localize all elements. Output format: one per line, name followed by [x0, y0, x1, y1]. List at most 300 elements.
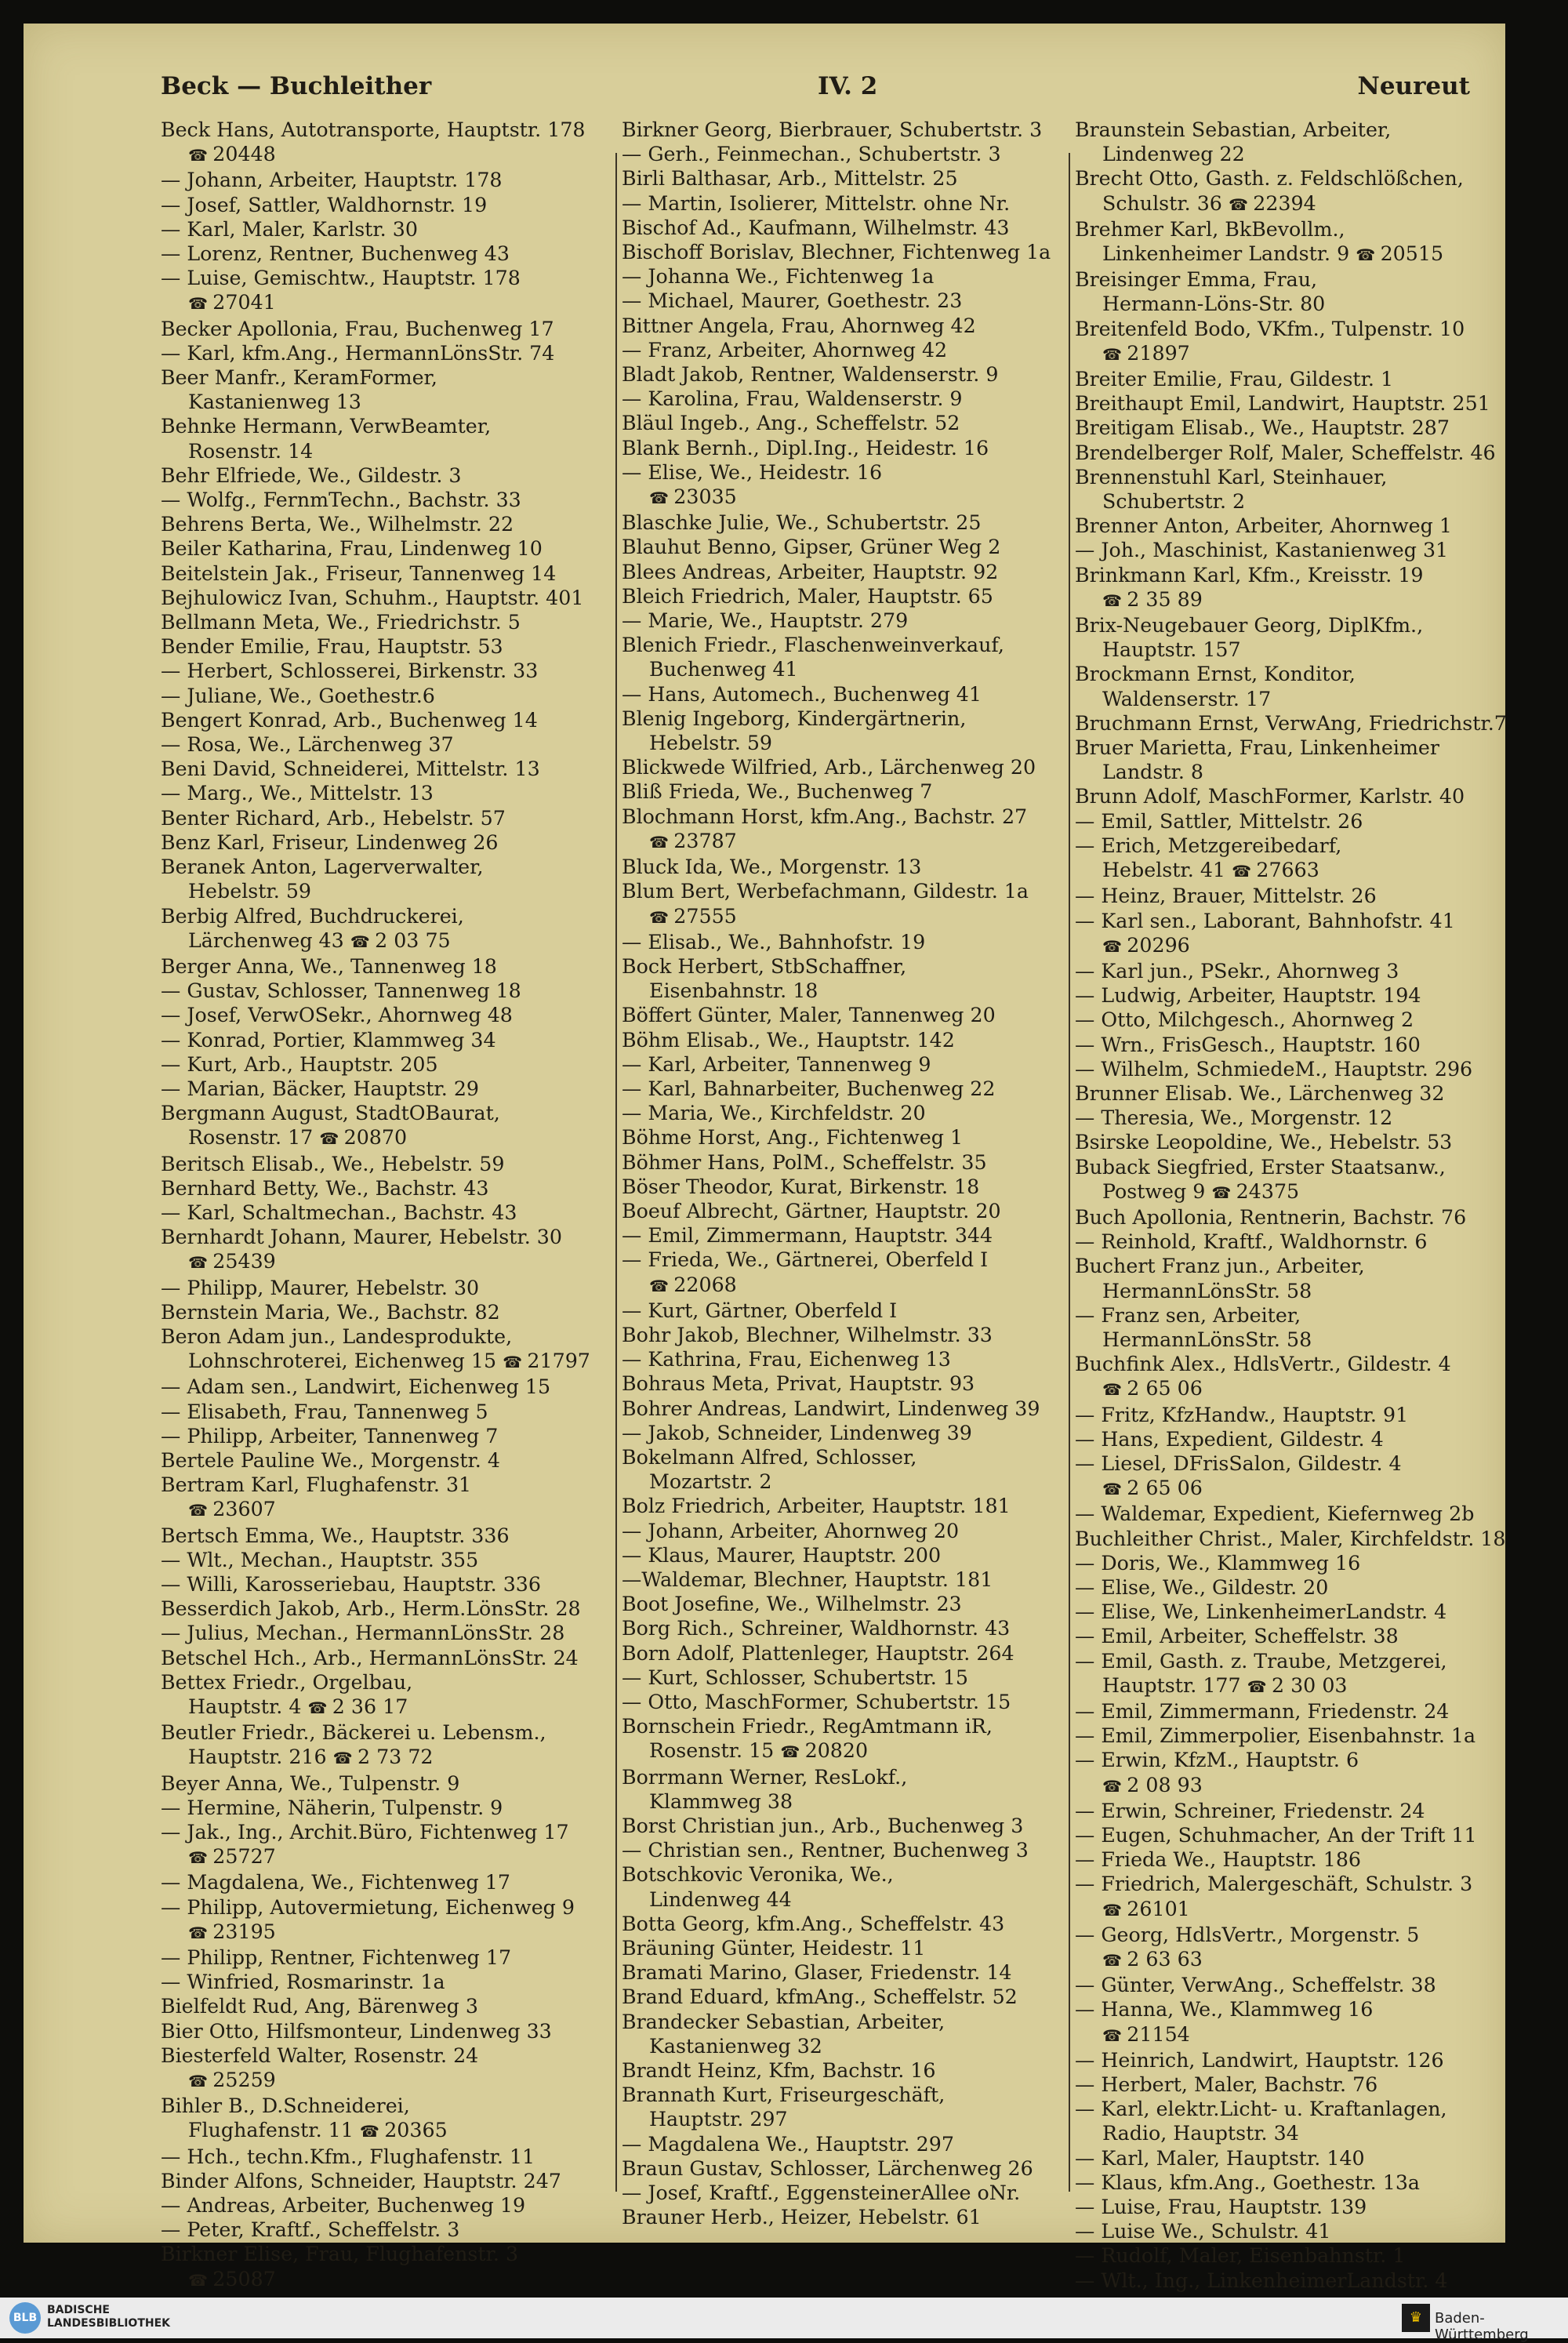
- entry-text: Buch Apollonia, Rentnerin, Bachstr. 76: [1075, 1205, 1467, 1229]
- directory-entry: [622, 633, 1065, 681]
- entry-text: — Emil, Arbeiter, Scheffelstr. 38: [1075, 1625, 1399, 1648]
- directory-entry: [1075, 1254, 1534, 1302]
- directory-entry: [1075, 1205, 1534, 1230]
- entry-address: Hebelstr. 41: [1102, 859, 1226, 882]
- entry-text: — Kurt, Gärtner, Oberfeld I: [622, 1299, 898, 1322]
- directory-entry: [622, 1936, 1065, 1960]
- directory-entry: [161, 1101, 612, 1151]
- directory-entry: [1075, 613, 1534, 662]
- entry-text: Bsirske Leopoldine, We., Hebelstr. 53: [1075, 1131, 1453, 1154]
- entry-text: — Emil, Gasth. z. Traube, Metzgerei,: [1075, 1649, 1447, 1673]
- directory-entry: [1075, 1699, 1534, 1724]
- entry-address: Eisenbahnstr. 18: [649, 979, 818, 1003]
- entry-text: — Michael, Maurer, Goethestr. 23: [622, 289, 963, 313]
- entry-text: Bohrer Andreas, Landwirt, Lindenweg 39: [622, 1397, 1040, 1420]
- entry-text: Blees Andreas, Arbeiter, Hauptstr. 92: [622, 560, 999, 583]
- entry-continuation: [161, 928, 612, 954]
- phone-number: 23787: [673, 829, 737, 852]
- entry-address: Lindenweg 44: [649, 1887, 792, 1911]
- entry-text: —Waldemar, Blechner, Hauptstr. 181: [622, 1567, 993, 1591]
- entry-text: Beitelstein Jak., Friseur, Tannenweg 14: [161, 561, 557, 585]
- entry-text: — Philipp, Autovermietung, Eichenweg 9: [161, 1895, 575, 1919]
- entry-text: Beron Adam jun., Landesprodukte,: [161, 1324, 513, 1348]
- directory-entry: [161, 1524, 612, 1548]
- entry-text: Bihler B., D.Schneiderei,: [161, 2094, 410, 2118]
- entry-text: Bergmann August, StadtOBaurat,: [161, 1102, 500, 1125]
- entry-text: Blochmann Horst, kfm.Ang., Bachstr. 27: [622, 805, 1028, 828]
- entry-text: — Karolina, Frau, Waldenserstr. 9: [622, 387, 963, 411]
- entry-text: — Gustav, Schlosser, Tannenweg 18: [161, 979, 521, 1003]
- entry-text: — Gerh., Feinmechan., Schubertstr. 3: [622, 143, 1001, 166]
- entry-continuation: [1075, 1328, 1534, 1352]
- entry-text: — Elisabeth, Frau, Tannenweg 5: [161, 1400, 488, 1423]
- entry-text: — Franz, Arbeiter, Ahornweg 42: [622, 338, 948, 361]
- directory-entry: [161, 2193, 612, 2218]
- directory-entry: [622, 264, 1065, 289]
- directory-entry: [1075, 736, 1534, 784]
- entry-text: — Karl, elektr.Licht- u. Kraftanlagen,: [1075, 2098, 1447, 2121]
- entry-text: Beck Hans, Autotransporte, Hauptstr. 178: [161, 118, 586, 141]
- directory-entry: [161, 1670, 612, 1720]
- directory-entry: [622, 1299, 1065, 1323]
- entry-continuation: [161, 1745, 612, 1771]
- directory-entry: [622, 387, 1065, 411]
- directory-entry: [161, 2169, 612, 2193]
- directory-entry: [161, 2218, 612, 2242]
- directory-entry: [622, 510, 1065, 535]
- entry-address: HermannLönsStr. 58: [1102, 1328, 1312, 1351]
- directory-entry: [1075, 1575, 1534, 1600]
- entry-text: Bellmann Meta, We., Friedrichstr. 5: [161, 611, 521, 634]
- directory-entry: [161, 781, 612, 805]
- entry-text: Braun Gustav, Schlosser, Lärchenweg 26: [622, 2156, 1033, 2180]
- entry-text: Bluck Ida, We., Morgenstr. 13: [622, 855, 922, 879]
- entry-text: Brunner Elisab. We., Lärchenweg 32: [1075, 1081, 1445, 1105]
- directory-entry: [161, 1796, 612, 1820]
- directory-entry: [1075, 1748, 1534, 1798]
- directory-entry: [1075, 441, 1534, 465]
- directory-entry: [1075, 2219, 1534, 2243]
- phone-number: 22068: [673, 1273, 737, 1296]
- entry-continuation: [622, 485, 1065, 510]
- directory-entry: [622, 1077, 1065, 1101]
- entry-text: — Lorenz, Rentner, Buchenweg 43: [161, 242, 510, 266]
- directory-entry: [622, 314, 1065, 338]
- entry-continuation: [622, 1887, 1065, 1912]
- directory-entry: [622, 1567, 1065, 1592]
- directory-entry: [622, 1371, 1065, 1396]
- entry-text: — Jakob, Schneider, Lindenweg 39: [622, 1421, 972, 1444]
- entry-text: Böhm Elisab., We., Hauptstr. 142: [622, 1028, 955, 1052]
- entry-continuation: [1075, 1897, 1534, 1923]
- phone-icon: ☎: [188, 1923, 213, 1942]
- entry-text: Blank Bernh., Dipl.Ing., Heidestr. 16: [622, 436, 989, 460]
- entry-text: — Marg., We., Mittelstr. 13: [161, 782, 434, 805]
- entry-text: Bettex Friedr., Orgelbau,: [161, 1670, 413, 1694]
- entry-text: Böhmer Hans, PolM., Scheffelstr. 35: [622, 1150, 987, 1174]
- directory-column-1: [161, 118, 612, 2290]
- entry-text: Behr Elfriede, We., Gildestr. 3: [161, 463, 462, 487]
- entry-text: — Elise, We., Gildestr. 20: [1075, 1575, 1329, 1599]
- entry-text: — Erich, Metzgereibedarf,: [1075, 834, 1342, 857]
- phone-number: 21154: [1127, 2022, 1190, 2046]
- header-range: Beck — Buchleither: [161, 72, 432, 100]
- directory-entry: [161, 1621, 612, 1645]
- directory-entry: [1075, 317, 1534, 367]
- entry-address: Lohnschroterei, Eichenweg 15: [188, 1349, 497, 1373]
- entry-text: — Eugen, Schuhmacher, An der Trift 11: [1075, 1824, 1477, 1847]
- phone-icon: ☎: [188, 2270, 213, 2290]
- column-divider: [1069, 153, 1070, 2192]
- entry-address: Hauptstr. 216: [188, 1745, 327, 1769]
- entry-text: Breithaupt Emil, Landwirt, Hauptstr. 251: [1075, 392, 1490, 416]
- directory-entry: [622, 1101, 1065, 1125]
- entry-continuation: [1075, 638, 1534, 662]
- directory-entry: [622, 707, 1065, 755]
- entry-text: Born Adolf, Plattenleger, Hauptstr. 264: [622, 1641, 1014, 1665]
- entry-continuation: [161, 1920, 612, 1945]
- directory-entry: [622, 240, 1065, 264]
- directory-entry: [1075, 1799, 1534, 1823]
- entry-text: Botschkovic Veronika, We.,: [622, 1863, 894, 1887]
- phone-icon: ☎: [1232, 862, 1257, 881]
- entry-text: — Wlt., Mechan., Hauptstr. 355: [161, 1548, 479, 1571]
- directory-entry: [1075, 1451, 1534, 1502]
- directory-entry: [1075, 2243, 1534, 2268]
- directory-entry: [622, 930, 1065, 954]
- directory-entry: [622, 2010, 1065, 2058]
- directory-entry: [161, 1276, 612, 1300]
- entry-text: Buchert Franz jun., Arbeiter,: [1075, 1255, 1365, 1278]
- entry-text: — Marian, Bäcker, Hauptstr. 29: [161, 1077, 480, 1100]
- entry-text: Beiler Katharina, Frau, Lindenweg 10: [161, 537, 543, 561]
- directory-entry: [161, 2043, 612, 2094]
- entry-text: — Johanna We., Fichtenweg 1a: [622, 265, 935, 289]
- phone-icon: ☎: [188, 1848, 213, 1868]
- phone-icon: ☎: [1102, 2025, 1127, 2045]
- entry-text: — Philipp, Maurer, Hebelstr. 30: [161, 1276, 480, 1299]
- entry-text: — Kurt, Arb., Hauptstr. 205: [161, 1052, 438, 1076]
- entry-continuation: [1075, 1376, 1534, 1402]
- directory-entry: [1075, 217, 1534, 267]
- entry-text: Blum Bert, Werbefachmann, Gildestr. 1a: [622, 880, 1029, 903]
- directory-entry: [622, 682, 1065, 707]
- entry-text: — Herbert, Maler, Bachstr. 76: [1075, 2073, 1378, 2097]
- directory-entry: [161, 1597, 612, 1621]
- entry-address: Rosenstr. 15: [649, 1739, 775, 1763]
- directory-entry: [622, 805, 1065, 855]
- directory-entry: [1075, 1057, 1534, 1081]
- directory-entry: [622, 436, 1065, 460]
- entry-text: — Fritz, KfzHandw., Hauptstr. 91: [1075, 1403, 1409, 1426]
- entry-text: — Karl, Maler, Hauptstr. 140: [1075, 2146, 1365, 2170]
- directory-entry: [1075, 1303, 1534, 1352]
- entry-text: Berbig Alfred, Buchdruckerei,: [161, 904, 464, 928]
- entry-text: — Elisab., We., Bahnhofstr. 19: [622, 930, 926, 954]
- entry-continuation: [622, 1738, 1065, 1764]
- entry-text: — Winfried, Rosmarinstr. 1a: [161, 1971, 445, 1994]
- phone-icon: ☎: [1102, 1480, 1127, 1499]
- directory-entry: [622, 1592, 1065, 1616]
- entry-text: Braunstein Sebastian, Arbeiter,: [1075, 118, 1392, 141]
- entry-text: — Herbert, Schlosserei, Birkenstr. 33: [161, 659, 539, 683]
- directory-entry: [161, 954, 612, 979]
- header-section: IV. 2: [818, 72, 878, 100]
- entry-continuation: [1075, 760, 1534, 784]
- entry-text: — Hermine, Näherin, Tulpenstr. 9: [161, 1796, 503, 1819]
- entry-text: — Josef, Sattler, Waldhornstr. 19: [161, 193, 488, 216]
- phone-number: 2 30 03: [1271, 1673, 1348, 1697]
- entry-text: — Karl, Bahnarbeiter, Buchenweg 22: [622, 1077, 996, 1100]
- entry-continuation: [1075, 1773, 1534, 1799]
- entry-continuation: [161, 290, 612, 316]
- directory-entry: [161, 1970, 612, 1994]
- entry-text: Bernstein Maria, We., Bachstr. 82: [161, 1300, 500, 1324]
- entry-address: Postweg 9: [1102, 1179, 1206, 1203]
- directory-entry: [1075, 1230, 1534, 1254]
- directory-entry: [161, 855, 612, 903]
- directory-entry: [622, 1985, 1065, 2009]
- entry-text: Böffert Günter, Maler, Tannenweg 20: [622, 1004, 996, 1027]
- directory-entry: [622, 755, 1065, 779]
- phone-icon: ☎: [649, 489, 674, 508]
- directory-entry: [161, 1003, 612, 1027]
- entry-continuation: [622, 829, 1065, 855]
- phone-icon: ☎: [649, 832, 674, 852]
- entry-text: Biesterfeld Walter, Rosenstr. 24: [161, 2043, 479, 2067]
- entry-continuation: [161, 2118, 612, 2144]
- directory-entry: [1075, 983, 1534, 1008]
- phone-icon: ☎: [188, 1253, 213, 1273]
- entry-address: Waldenserstr. 17: [1102, 687, 1272, 710]
- entry-continuation: [622, 2107, 1065, 2131]
- entry-text: — Hch., techn.Kfm., Flughafenstr. 11: [161, 2145, 535, 2168]
- footer-bar: [0, 2298, 1568, 2343]
- entry-address: Klammweg 38: [649, 1789, 793, 1813]
- phone-number: 25259: [212, 2069, 276, 2092]
- entry-address: Kastanienweg 13: [188, 390, 361, 414]
- blb-name: BADISCHE LANDESBIBLIOTHEK: [47, 2304, 171, 2330]
- entry-text: — Kurt, Schlosser, Schubertstr. 15: [622, 1666, 968, 1689]
- phone-icon: ☎: [1102, 590, 1127, 610]
- phone-number: 23607: [212, 1498, 276, 1521]
- directory-entry: [161, 2145, 612, 2169]
- phone-number: 23195: [212, 1920, 276, 1943]
- directory-entry: [1075, 1847, 1534, 1872]
- entry-text: — Wolfg., FernmTechn., Bachstr. 33: [161, 489, 521, 512]
- directory-entry: [622, 362, 1065, 387]
- entry-text: Bock Herbert, StbSchaffner,: [622, 954, 907, 978]
- directory-entry: [161, 806, 612, 830]
- entry-continuation: [161, 1844, 612, 1870]
- directory-entry: [622, 1175, 1065, 1199]
- entry-text: — Frieda, We., Gärtnerei, Oberfeld I: [622, 1248, 989, 1272]
- phone-number: 2 08 93: [1127, 1773, 1203, 1796]
- directory-entry: [1075, 1823, 1534, 1847]
- entry-address: HermannLönsStr. 58: [1102, 1279, 1312, 1302]
- directory-entry: [622, 1347, 1065, 1371]
- directory-entry: [161, 365, 612, 414]
- directory-entry: [161, 1720, 612, 1771]
- entry-text: Beni David, Schneiderei, Mittelstr. 13: [161, 757, 540, 781]
- directory-entry: [1075, 2097, 1534, 2145]
- entry-text: — Johann, Arbeiter, Ahornweg 20: [622, 1519, 960, 1542]
- directory-entry: [622, 1641, 1065, 1666]
- phone-icon: ☎: [1356, 245, 1381, 265]
- directory-entry: [161, 610, 612, 634]
- entry-text: — Marie, We., Hauptstr. 279: [622, 609, 909, 633]
- directory-entry: [622, 608, 1065, 633]
- directory-entry: [1075, 367, 1534, 391]
- entry-text: — Magdalena, We., Fichtenweg 17: [161, 1871, 510, 1894]
- directory-entry: [1075, 1973, 1534, 1997]
- directory-entry: [622, 1003, 1065, 1027]
- directory-entry: [161, 1994, 612, 2018]
- entry-text: Bohr Jakob, Blechner, Wilhelmstr. 33: [622, 1323, 993, 1346]
- entry-text: Boeuf Albrecht, Gärtner, Hauptstr. 20: [622, 1199, 1001, 1222]
- directory-entry: [161, 1201, 612, 1225]
- directory-entry: [622, 535, 1065, 559]
- entry-text: Benz Karl, Friseur, Lindenweg 26: [161, 830, 499, 854]
- entry-text: Bengert Konrad, Arb., Buchenweg 14: [161, 708, 538, 732]
- entry-text: — Otto, Milchgesch., Ahornweg 2: [1075, 1008, 1414, 1032]
- entry-text: — Emil, Zimmermann, Hauptstr. 344: [622, 1224, 993, 1248]
- phone-number: 27041: [212, 291, 276, 314]
- directory-entry: [1075, 1923, 1534, 1973]
- directory-entry: [1075, 2146, 1534, 2170]
- directory-entry: [161, 634, 612, 659]
- entry-address: Radio, Hauptstr. 34: [1102, 2122, 1299, 2145]
- phone-icon: ☎: [1102, 936, 1127, 956]
- directory-entry: [1075, 1527, 1534, 1551]
- entry-text: — Frieda We., Hauptstr. 186: [1075, 1848, 1362, 1872]
- entry-text: — Willi, Karosseriebau, Hauptstr. 336: [161, 1572, 542, 1596]
- directory-entry: [1075, 809, 1534, 834]
- directory-entry: [161, 1820, 612, 1870]
- entry-text: Birli Balthasar, Arb., Mittelstr. 25: [622, 167, 958, 191]
- phone-number: 2 36 17: [332, 1695, 408, 1718]
- directory-entry: [622, 166, 1065, 191]
- directory-entry: [161, 1152, 612, 1176]
- directory-entry: [1075, 1403, 1534, 1427]
- phone-number: 2 73 72: [357, 1745, 434, 1769]
- entry-text: Brix-Neugebauer Georg, DiplKfm.,: [1075, 614, 1424, 638]
- entry-text: — Josef, VerwOSekr., Ahornweg 48: [161, 1004, 513, 1027]
- phone-number: 2 65 06: [1127, 1477, 1203, 1500]
- phone-icon: ☎: [319, 1129, 344, 1149]
- entry-text: — Hans, Automech., Buchenweg 41: [622, 682, 982, 706]
- entry-text: Brinkmann Karl, Kfm., Kreisstr. 19: [1075, 563, 1424, 587]
- entry-text: Bier Otto, Hilfsmonteur, Lindenweg 33: [161, 2019, 552, 2043]
- entry-text: Blenig Ingeborg, Kindergärtnerin,: [622, 707, 967, 730]
- directory-entry: [1075, 166, 1534, 216]
- phone-number: 2 65 06: [1127, 1377, 1203, 1400]
- entry-text: Blauhut Benno, Gipser, Grüner Weg 2: [622, 536, 1001, 559]
- entry-text: Birkner Elise, Frau, Flughafenstr. 3: [161, 2243, 519, 2266]
- phone-icon: ☎: [1211, 1182, 1236, 1202]
- phone-number: 2 35 89: [1127, 587, 1203, 611]
- directory-entry: [1075, 784, 1534, 808]
- phone-number: 27555: [673, 904, 737, 928]
- directory-entry: [622, 779, 1065, 804]
- entry-text: — Luise, Gemischtw., Hauptstr. 178: [161, 267, 521, 290]
- phone-number: 21897: [1127, 341, 1190, 365]
- directory-entry: [161, 317, 612, 341]
- column-divider: [615, 153, 617, 2192]
- entry-text: Blenich Friedr., Flaschenweinverkauf,: [622, 634, 1004, 657]
- entry-text: — Christian sen., Rentner, Buchenweg 3: [622, 1839, 1029, 1862]
- directory-column-3: [1075, 118, 1534, 2292]
- entry-text: Beutler Friedr., Bäckerei u. Lebensm.,: [161, 1721, 546, 1745]
- directory-entry: [622, 1838, 1065, 1862]
- directory-entry: [622, 560, 1065, 584]
- entry-address: Rosenstr. 17: [188, 1126, 314, 1150]
- directory-entry: [622, 584, 1065, 608]
- entry-text: — Elise, We., Heidestr. 16: [622, 460, 883, 484]
- directory-entry: [161, 2019, 612, 2043]
- directory-entry: [161, 830, 612, 855]
- directory-entry: [161, 1548, 612, 1572]
- directory-entry: [161, 414, 612, 463]
- entry-text: Brennenstuhl Karl, Steinhauer,: [1075, 465, 1388, 489]
- directory-entry: [161, 684, 612, 708]
- entry-address: Rosenstr. 14: [188, 439, 314, 463]
- directory-entry: [622, 338, 1065, 362]
- entry-text: Bleich Friedrich, Maler, Hauptstr. 65: [622, 584, 993, 608]
- entry-text: Brandecker Sebastian, Arbeiter,: [622, 2010, 946, 2033]
- entry-text: Bliß Frieda, We., Buchenweg 7: [622, 780, 933, 804]
- entry-text: Brand Eduard, kfmAng., Scheffelstr. 52: [622, 1985, 1018, 2009]
- phone-number: 21797: [527, 1349, 590, 1373]
- entry-text: Breisinger Emma, Frau,: [1075, 268, 1318, 292]
- directory-entry: [161, 1870, 612, 1894]
- directory-entry: [622, 2205, 1065, 2229]
- phone-icon: ☎: [649, 907, 674, 927]
- directory-entry: [161, 757, 612, 781]
- directory-entry: [161, 266, 612, 316]
- entry-text: Brendelberger Rolf, Maler, Scheffelstr. 46: [1075, 441, 1496, 464]
- entry-continuation: [1075, 191, 1534, 217]
- directory-entry: [1075, 2170, 1534, 2195]
- entry-continuation: [1075, 242, 1534, 267]
- entry-continuation: [622, 731, 1065, 755]
- directory-entry: [1075, 1502, 1534, 1526]
- directory-entry: [622, 1199, 1065, 1223]
- entry-text: — Wilhelm, SchmiedeM., Hauptstr. 296: [1075, 1057, 1473, 1081]
- phone-number: 27663: [1256, 859, 1319, 882]
- directory-entry: [161, 1300, 612, 1324]
- directory-entry: [1075, 1724, 1534, 1748]
- phone-number: 23035: [673, 485, 737, 509]
- entry-text: — Magdalena We., Hauptstr. 297: [622, 2132, 954, 2156]
- directory-entry: [161, 2242, 612, 2292]
- entry-text: Buchleither Christ., Maler, Kirchfeldstr. 18: [1075, 1527, 1506, 1550]
- entry-continuation: [1075, 587, 1534, 613]
- entry-text: — Konrad, Portier, Klammweg 34: [161, 1028, 496, 1052]
- directory-entry: [1075, 563, 1534, 613]
- directory-entry: [161, 1225, 612, 1275]
- entry-text: — Friedrich, Malergeschäft, Schulstr. 3: [1075, 1873, 1473, 1896]
- phone-number: 22394: [1253, 191, 1316, 215]
- phone-icon: ☎: [332, 1749, 358, 1768]
- entry-text: — Philipp, Arbeiter, Tannenweg 7: [161, 1424, 499, 1448]
- entry-continuation: [1075, 1947, 1534, 1973]
- directory-entry: [161, 1945, 612, 1970]
- entry-text: — Reinhold, Kraftf., Waldhornstr. 6: [1075, 1230, 1428, 1254]
- entry-text: Buchfink Alex., HdlsVertr., Gildestr. 4: [1075, 1353, 1451, 1376]
- phone-icon: ☎: [1102, 1951, 1127, 1971]
- directory-entry: [622, 1960, 1065, 1985]
